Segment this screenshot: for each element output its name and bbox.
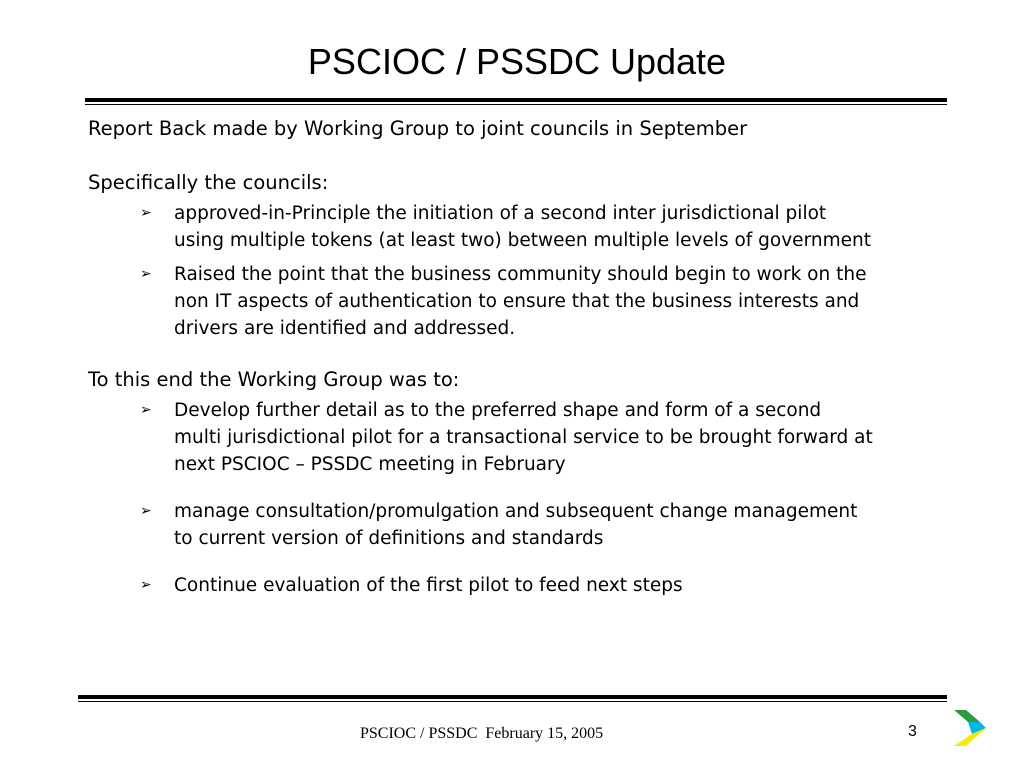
slide-body: [88, 116, 968, 619]
list-item: [88, 261, 874, 342]
councils-bullet-list: [88, 200, 968, 342]
title-divider: [85, 98, 947, 105]
arrow-bullet-icon: ➢: [140, 577, 152, 593]
working-group-bullet-list: [88, 397, 968, 599]
bullet-text: Raised the point that the business community should begin to work on the non IT aspects of authentication to ensure that the business interests and drivers are identified and addressed.: [174, 264, 867, 339]
bullet-text: Continue evaluation of the first pilot to feed next steps: [174, 575, 683, 596]
list-item: [88, 397, 874, 478]
section-heading-working-group: To this end the Working Group was to:: [88, 368, 460, 391]
logo-yellow-chevron: [954, 728, 986, 746]
list-item: [88, 498, 874, 552]
footer-text: PSCIOC / PSSDC February 15, 2005: [360, 725, 604, 742]
arrow-bullet-icon: ➢: [140, 205, 152, 221]
logo-green-chevron: [954, 710, 980, 722]
intro-paragraph: Report Back made by Working Group to joint councils in September: [88, 117, 748, 140]
chevron-logo-icon: [950, 708, 990, 748]
page-number: 3: [908, 723, 917, 740]
arrow-bullet-icon: ➢: [140, 503, 152, 519]
arrow-bullet-icon: ➢: [140, 266, 152, 282]
list-item: [88, 572, 874, 599]
section-heading-councils: Specifically the councils:: [88, 171, 329, 194]
bullet-text: manage consultation/promulgation and subsequent change management to current version of definitions and standards: [174, 501, 858, 549]
bullet-text: Develop further detail as to the preferred shape and form of a second multi jurisdictional pilot for a transactional service to be brought forward at next PSCIOC – PSSDC meeting in February: [174, 400, 873, 475]
slide-title: PSCIOC / PSSDC Update: [307, 41, 727, 82]
footer-divider: [78, 695, 947, 702]
list-item: [88, 200, 874, 254]
bullet-text: approved-in-Principle the initiation of a second inter jurisdictional pilot using multiple tokens (at least two) between multiple levels of government: [174, 203, 871, 251]
arrow-bullet-icon: ➢: [140, 402, 152, 418]
